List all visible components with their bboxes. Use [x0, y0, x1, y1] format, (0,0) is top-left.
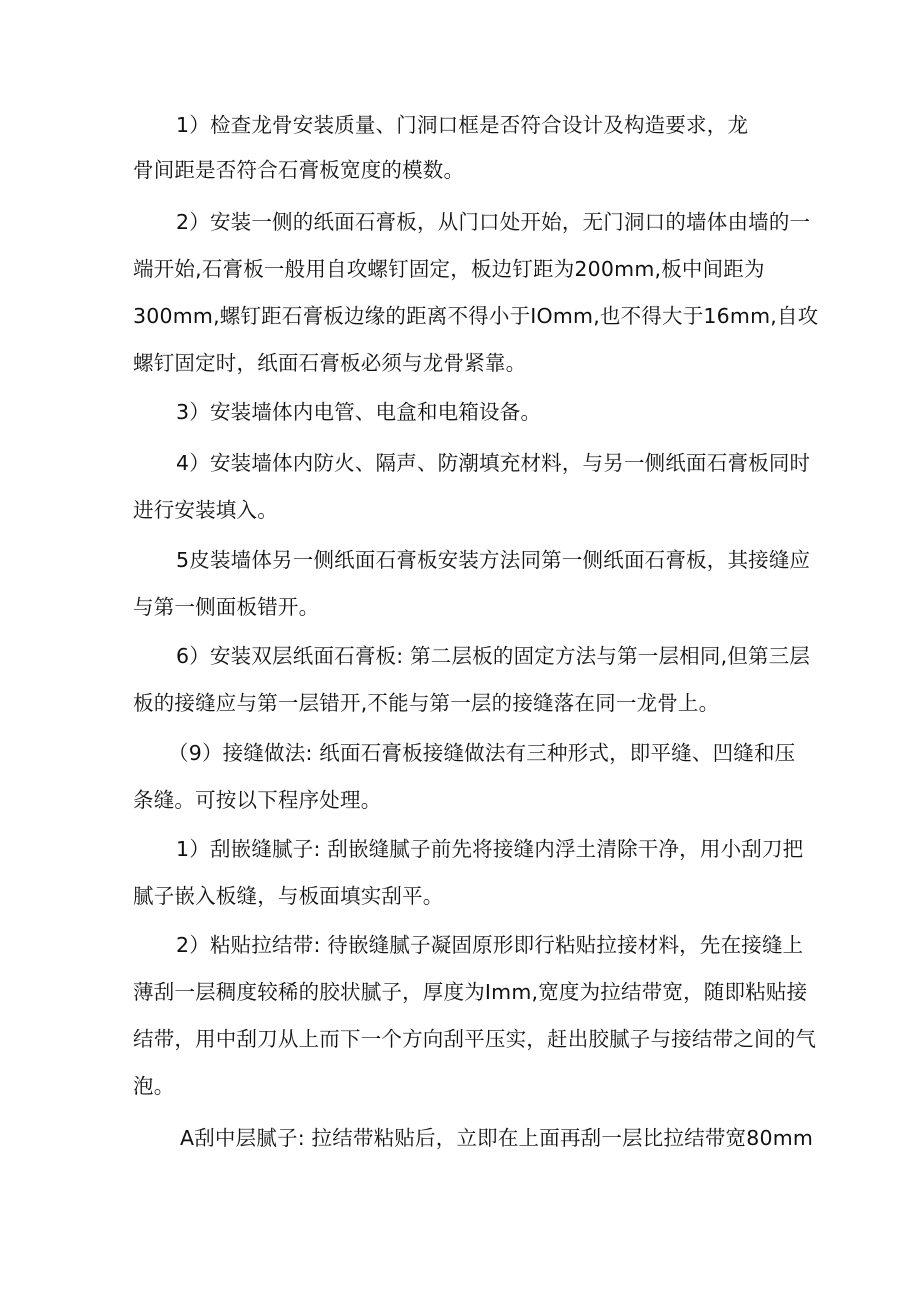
para-1-line-2: 骨间距是否符合石膏板宽度的模数。 [133, 158, 465, 182]
para-4-line-1: 4）安装墙体内防火、隔声、防潮填充材料，与另一侧纸面石膏板同时 [176, 451, 811, 475]
para-5-line-1: 5皮装墙体另一侧纸面石膏板安装方法同第一侧纸面石膏板，其接缝应 [176, 548, 811, 572]
para-9-line-3: 结带，用中刮刀从上而下一个方向刮平压实，赶出胶腻子与接结带之间的气 [133, 1027, 817, 1051]
para-2-line-1: 2）安装一侧的纸面石膏板，从门口处开始，无门洞口的墙体由墙的一 [176, 210, 811, 234]
para-9-line-2: 薄刮一层稠度较稀的胶状腻子，厚度为Imm,宽度为拉结带宽，随即粘贴接 [133, 980, 808, 1004]
para-6-line-1: 6）安装双层纸面石膏板: 第二层板的固定方法与第一层相同,但第三层 [176, 644, 811, 668]
para-2-line-2: 端开始,石膏板一般用自攻螺钉固定，板边钉距为200mm,板中间距为 [133, 257, 765, 281]
para-10-line-1: A刮中层腻子: 拉结带粘贴后，立即在上面再刮一层比拉结带宽80mm [180, 1126, 814, 1150]
para-4-line-2: 进行安装填入。 [133, 498, 278, 522]
para-2-line-3: 300mm,螺钉距石膏板边缘的距离不得小于IOmm,也不得大于16mm,自攻 [133, 304, 819, 328]
para-9-line-1: 2）粘贴拉结带: 待嵌缝腻子凝固原形即行粘贴拉接材料，先在接缝上 [176, 933, 804, 957]
para-8-line-1: 1）刮嵌缝腻子: 刮嵌缝腻子前先将接缝内浮土清除干净，用小刮刀把 [176, 837, 804, 861]
para-2-line-4: 螺钉固定时，纸面石膏板必须与龙骨紧靠。 [133, 351, 527, 375]
para-1-line-1: 1）检查龙骨安装质量、门洞口框是否符合设计及构造要求，龙 [176, 113, 749, 137]
para-6-line-2: 板的接缝应与第一层错开,不能与第一层的接缝落在同一龙骨上。 [133, 691, 720, 715]
para-7-line-1: （9）接缝做法: 纸面石膏板接缝做法有三种形式，即平缝、凹缝和压 [168, 741, 796, 765]
para-9-line-4: 泡。 [133, 1074, 175, 1098]
para-8-line-2: 腻子嵌入板缝，与板面填实刮平。 [133, 884, 444, 908]
para-3-line-1: 3）安装墙体内电管、电盒和电箱设备。 [176, 400, 542, 424]
para-5-line-2: 与第一侧面板错开。 [133, 595, 320, 619]
para-7-line-2: 条缝。可按以下程序处理。 [133, 788, 382, 812]
